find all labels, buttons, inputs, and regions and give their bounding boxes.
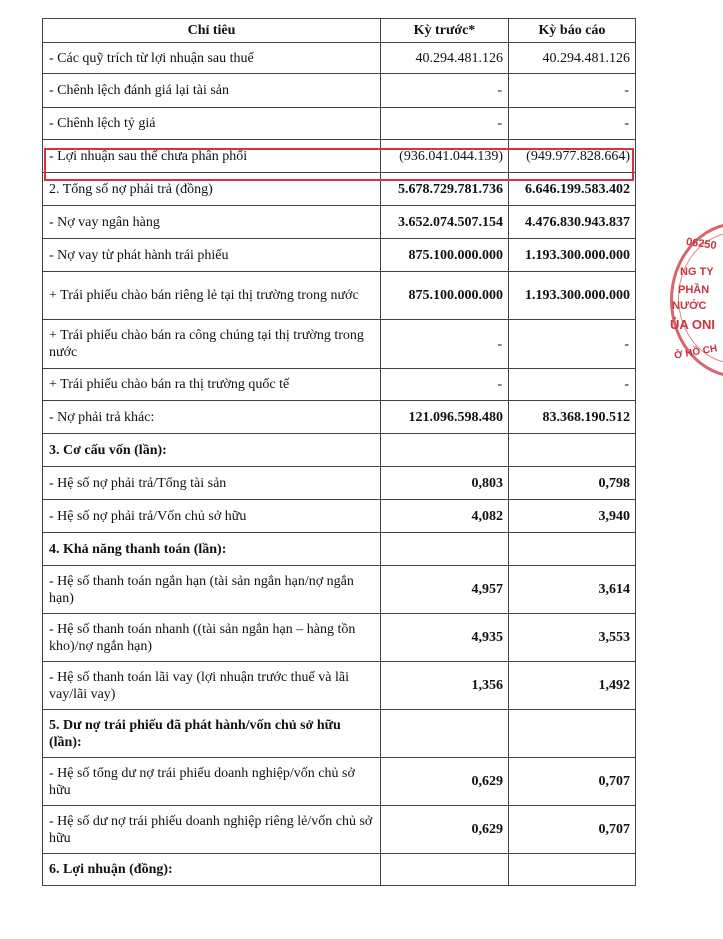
stamp-text: Ở HỒ CH xyxy=(673,343,719,362)
prev-value: 121.096.598.480 xyxy=(381,401,509,434)
row-label: - Lợi nhuận sau thế chưa phân phối xyxy=(43,140,381,173)
curr-value xyxy=(509,434,636,467)
header-reporting-period: Kỳ báo cáo xyxy=(509,19,636,43)
prev-value: - xyxy=(381,320,509,369)
row-label: + Trái phiếu chào bán riêng lẻ tại thị trường trong nước xyxy=(43,272,381,320)
prev-value xyxy=(381,854,509,886)
curr-value: 0,707 xyxy=(509,758,636,806)
row-label: + Trái phiếu chào bán ra công chúng tại thị trường trong nước xyxy=(43,320,381,369)
prev-value: - xyxy=(381,108,509,140)
row-label: - Chênh lệch tỷ giá xyxy=(43,108,381,140)
table-row xyxy=(43,272,636,320)
row-label: - Hệ số thanh toán nhanh ((tài sản ngắn hạn – hàng tồn kho)/nợ ngắn hạn) xyxy=(43,614,381,662)
section-label: 3. Cơ cấu vốn (lần): xyxy=(43,434,381,467)
prev-value: - xyxy=(381,369,509,401)
curr-value: 83.368.190.512 xyxy=(509,401,636,434)
stamp-text: NƯỚC xyxy=(672,300,707,312)
curr-value: 1,492 xyxy=(509,662,636,710)
table-row xyxy=(43,566,636,614)
prev-value: 0,629 xyxy=(381,806,509,854)
prev-value xyxy=(381,434,509,467)
table-row xyxy=(43,369,636,401)
curr-value: 0,798 xyxy=(509,467,636,500)
row-label: + Trái phiếu chào bán ra thị trường quốc tế xyxy=(43,369,381,401)
prev-value: 4,082 xyxy=(381,500,509,533)
table-row xyxy=(43,500,636,533)
curr-value: 3,940 xyxy=(509,500,636,533)
section-row xyxy=(43,854,636,886)
prev-value xyxy=(381,710,509,758)
curr-value: - xyxy=(509,320,636,369)
prev-value: (936.041.044.139) xyxy=(381,140,509,173)
stamp-text: ỦA ONI xyxy=(670,317,716,332)
prev-value xyxy=(381,533,509,566)
curr-value: 4.476.830.943.837 xyxy=(509,206,636,239)
section-row xyxy=(43,533,636,566)
row-label: - Hệ số tổng dư nợ trái phiếu doanh nghiệp/vốn chủ sở hữu xyxy=(43,758,381,806)
curr-value: 6.646.199.583.402 xyxy=(509,173,636,206)
curr-value: - xyxy=(509,74,636,108)
table-row xyxy=(43,239,636,272)
prev-value: 875.100.000.000 xyxy=(381,239,509,272)
table-row xyxy=(43,467,636,500)
curr-value: 3,553 xyxy=(509,614,636,662)
header-indicator: Chỉ tiêu xyxy=(43,19,381,43)
curr-value xyxy=(509,533,636,566)
row-label: 2. Tổng số nợ phải trả (đồng) xyxy=(43,173,381,206)
prev-value: 3.652.074.507.154 xyxy=(381,206,509,239)
table-row-highlighted xyxy=(43,140,636,173)
stamp-text: 06250 xyxy=(685,235,718,253)
row-label: - Nợ phải trả khác: xyxy=(43,401,381,434)
row-label: - Hệ số thanh toán ngắn hạn (tài sản ngắn hạn/nợ ngắn hạn) xyxy=(43,566,381,614)
row-label: - Chênh lệch đánh giá lại tài sản xyxy=(43,74,381,108)
row-label: - Các quỹ trích từ lợi nhuận sau thuế xyxy=(43,43,381,74)
prev-value: 4,957 xyxy=(381,566,509,614)
prev-value: 5.678.729.781.736 xyxy=(381,173,509,206)
table-row xyxy=(43,401,636,434)
curr-value: 1.193.300.000.000 xyxy=(509,239,636,272)
section-label: 5. Dư nợ trái phiếu đã phát hành/vốn chủ sở hữu (lần): xyxy=(43,710,381,758)
prev-value: 1,356 xyxy=(381,662,509,710)
table-row xyxy=(43,206,636,239)
row-label: - Nợ vay từ phát hành trái phiếu xyxy=(43,239,381,272)
curr-value: (949.977.828.664) xyxy=(509,140,636,173)
stamp-text: NG TY xyxy=(680,266,714,278)
row-label: - Hệ số nợ phải trả/Tổng tài sản xyxy=(43,467,381,500)
table-row xyxy=(43,614,636,662)
prev-value: 875.100.000.000 xyxy=(381,272,509,320)
table-row xyxy=(43,108,636,140)
prev-value: 40.294.481.126 xyxy=(381,43,509,74)
table-row xyxy=(43,662,636,710)
curr-value: 3,614 xyxy=(509,566,636,614)
financial-indicators-table xyxy=(42,18,636,886)
curr-value: 1.193.300.000.000 xyxy=(509,272,636,320)
table-row xyxy=(43,320,636,369)
prev-value: 4,935 xyxy=(381,614,509,662)
section-label: 6. Lợi nhuận (đồng): xyxy=(43,854,381,886)
prev-value: - xyxy=(381,74,509,108)
table-row xyxy=(43,758,636,806)
row-label: - Hệ số nợ phải trả/Vốn chủ sở hữu xyxy=(43,500,381,533)
company-seal-stamp xyxy=(670,222,723,372)
row-label: - Hệ số thanh toán lãi vay (lợi nhuận trước thuế và lãi vay/lãi vay) xyxy=(43,662,381,710)
curr-value xyxy=(509,710,636,758)
prev-value: 0,629 xyxy=(381,758,509,806)
curr-value: - xyxy=(509,369,636,401)
curr-value: - xyxy=(509,108,636,140)
table-row xyxy=(43,74,636,108)
row-label: - Nợ vay ngân hàng xyxy=(43,206,381,239)
section-label: 4. Khả năng thanh toán (lần): xyxy=(43,533,381,566)
table-header-row xyxy=(43,19,636,43)
curr-value xyxy=(509,854,636,886)
stamp-text: PHẦN xyxy=(678,284,710,296)
section-row xyxy=(43,434,636,467)
curr-value: 0,707 xyxy=(509,806,636,854)
row-label: - Hệ số dư nợ trái phiếu doanh nghiệp riêng lẻ/vốn chủ sở hữu xyxy=(43,806,381,854)
table-row xyxy=(43,173,636,206)
table-row xyxy=(43,806,636,854)
prev-value: 0,803 xyxy=(381,467,509,500)
section-row xyxy=(43,710,636,758)
table-row xyxy=(43,43,636,74)
header-previous-period: Kỳ trước* xyxy=(381,19,509,43)
curr-value: 40.294.481.126 xyxy=(509,43,636,74)
